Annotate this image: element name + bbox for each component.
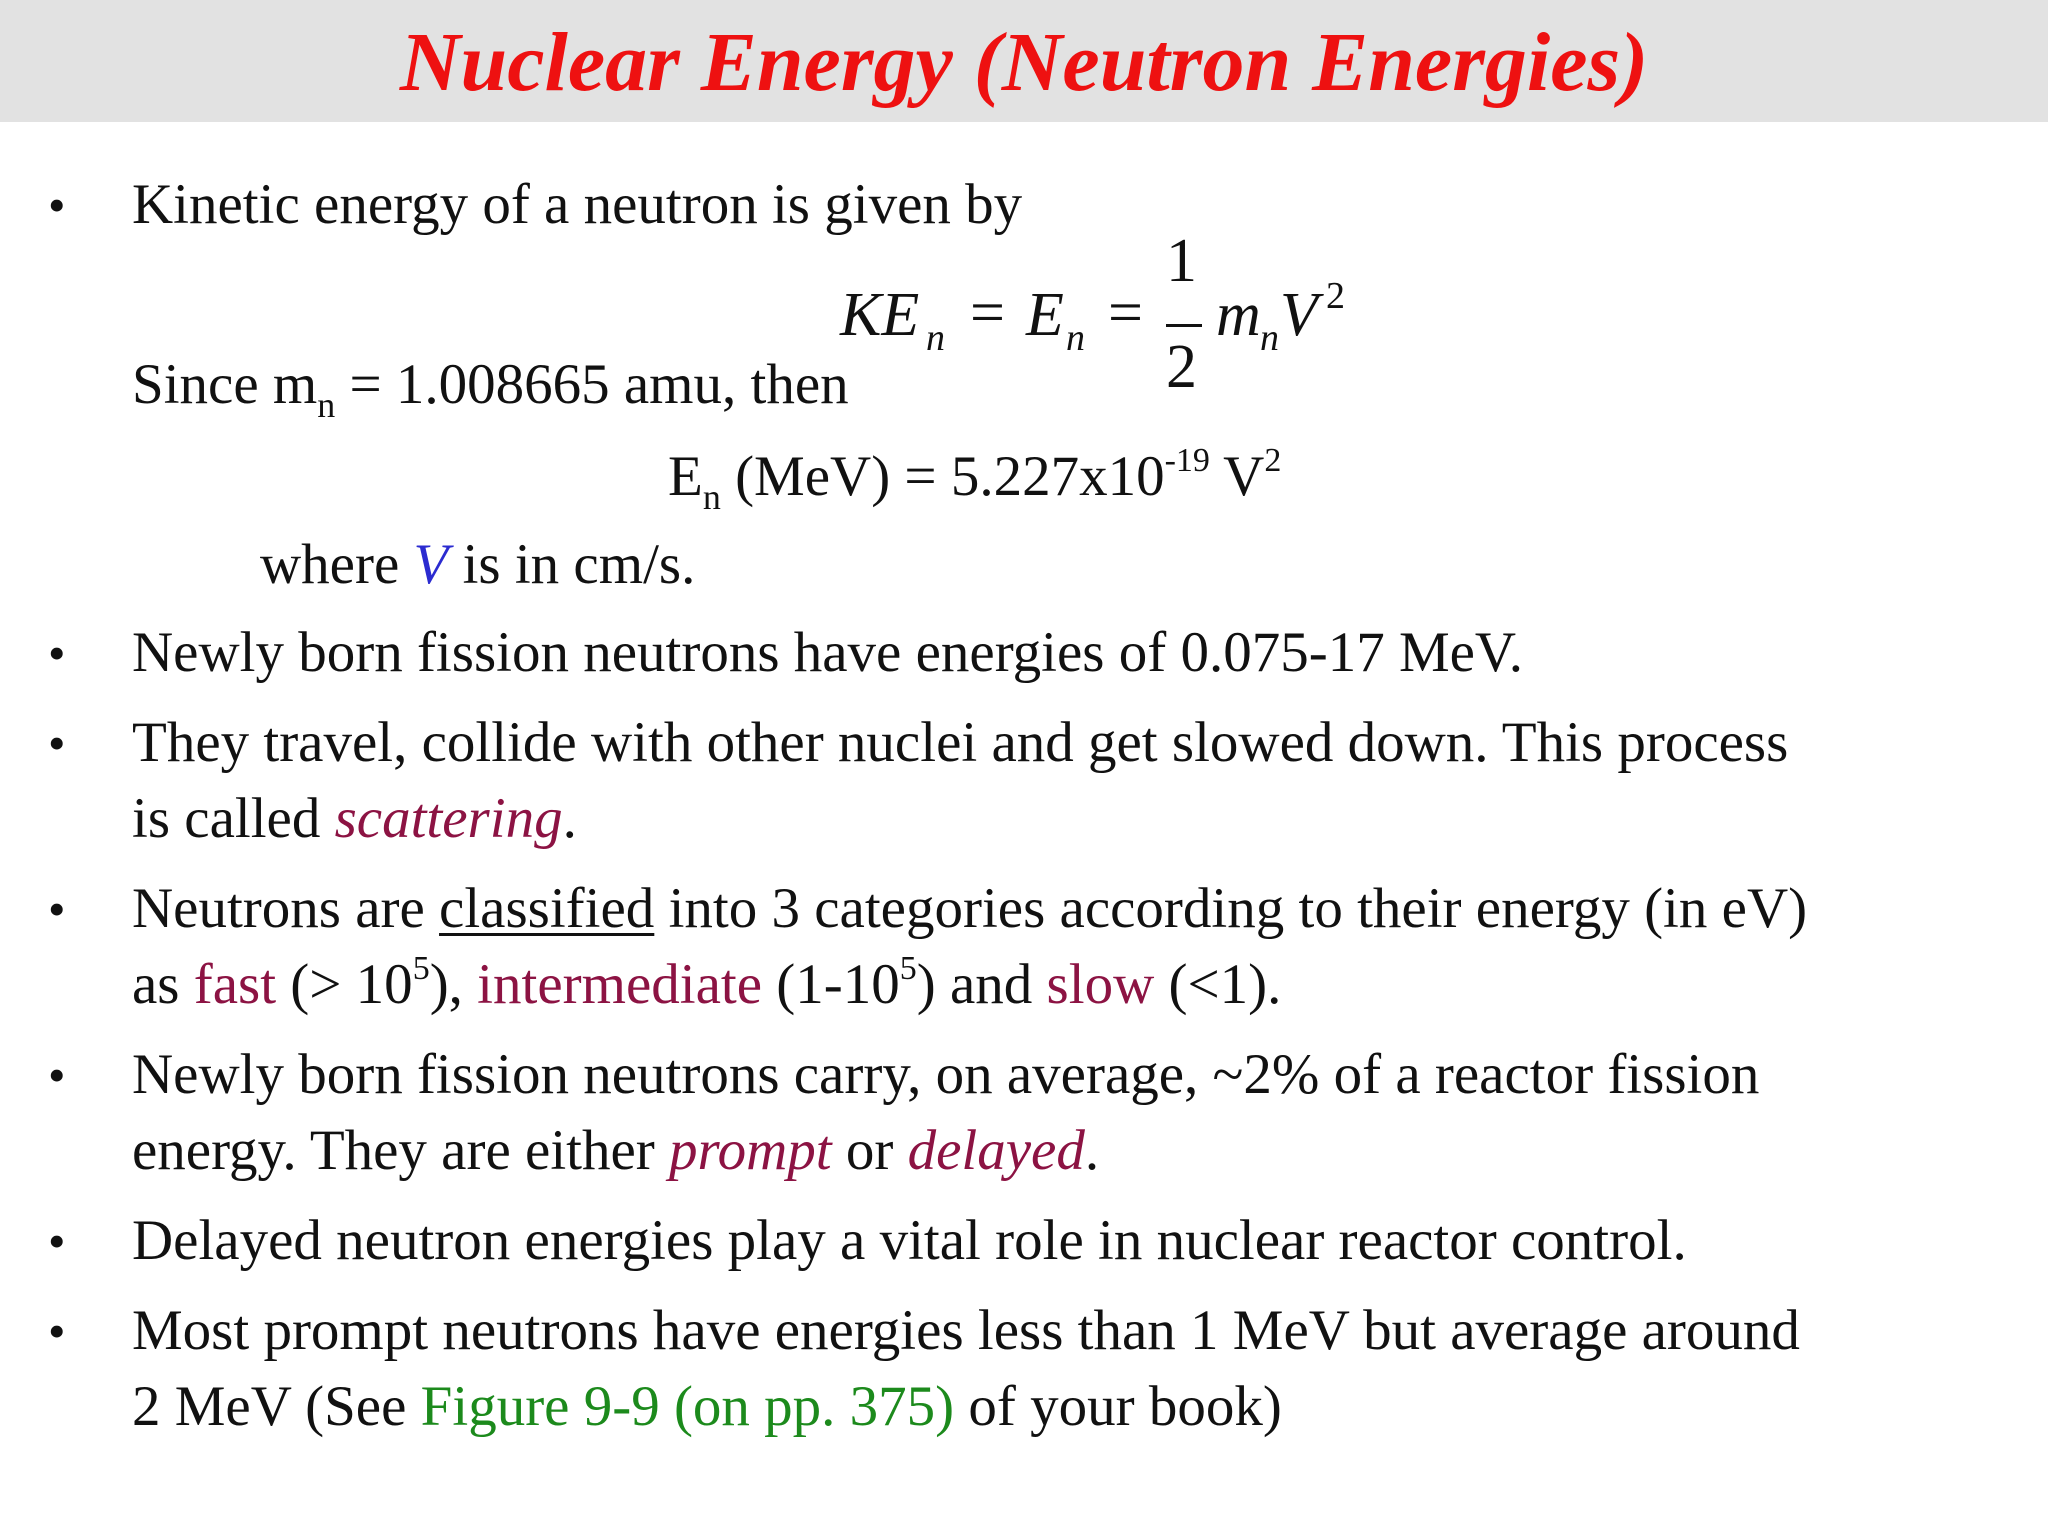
en-sub: n [702, 477, 721, 517]
term-scattering: scattering [334, 787, 563, 850]
b3-post: . [562, 787, 577, 850]
term-intermediate: intermediate [477, 953, 763, 1016]
kinetic-energy-formula [840, 227, 1360, 408]
where-pre: where [260, 533, 414, 596]
en-v: V [1209, 445, 1265, 508]
bullet-5-line-2 [132, 1118, 1099, 1184]
figure-reference: Figure 9-9 (on pp. 375) [420, 1375, 955, 1438]
bullet-2-marker: • [48, 625, 66, 681]
bullet-7-line-2 [132, 1374, 1282, 1440]
int-exp: 5 [899, 950, 917, 987]
since-line [132, 352, 849, 425]
bullet-3-marker: • [48, 715, 66, 771]
formula-sub-2: n [1066, 317, 1085, 359]
where-post: is in cm/s. [448, 533, 696, 596]
since-sub: n [317, 385, 336, 425]
term-delayed: delayed [907, 1119, 1085, 1182]
bullet-7-marker: • [48, 1303, 66, 1359]
en-exp: -19 [1164, 442, 1210, 479]
bullet-1-marker: • [48, 177, 66, 233]
formula-m: m [1216, 281, 1261, 349]
bullet-2-text: Newly born fission neutrons have energies of 0.075-17 MeV. [132, 621, 1523, 684]
formula-sub-3: n [1260, 317, 1279, 359]
formula-numerator: 1 [1166, 227, 1197, 295]
bullet-6-text: Delayed neutron energies play a vital role in nuclear reactor control. [132, 1209, 1687, 1272]
b7-post: of your book) [954, 1375, 1282, 1438]
int-val: (1-10 [762, 953, 900, 1016]
term-classified: classified [439, 877, 655, 940]
int-val-end: ) and [916, 953, 1047, 1016]
slide-title: Nuclear Energy (Neutron Energies) [399, 16, 1649, 109]
slow-val: (<1). [1154, 953, 1282, 1016]
b4-as: as [132, 953, 194, 1016]
en-e: E [668, 445, 703, 508]
formula-equals-1: = [970, 279, 1005, 347]
b5-pre: energy. They are either [132, 1119, 670, 1182]
formula-equals-2: = [1108, 279, 1143, 347]
b4-pre: Neutrons are [132, 877, 440, 940]
bullet-5-marker: • [48, 1047, 66, 1103]
formula-ke: KE [840, 281, 920, 349]
bullet-6-marker: • [48, 1213, 66, 1269]
b7-pre: 2 MeV (See [132, 1375, 421, 1438]
where-line [260, 532, 695, 598]
fraction-bar [1166, 324, 1202, 327]
b5-end: . [1084, 1119, 1100, 1182]
formula-denominator: 2 [1166, 333, 1197, 401]
b3-pre: is called [132, 787, 335, 850]
b5-or: or [831, 1119, 908, 1182]
en-mid: (MeV) = 5.227x10 [720, 445, 1165, 508]
formula-exponent: 2 [1326, 275, 1345, 317]
bullet-7-line-1: Most prompt neutrons have energies less than 1 MeV but average around [132, 1299, 1800, 1362]
formula-e: E [1026, 281, 1064, 349]
since-pre: Since m [132, 353, 318, 416]
term-fast: fast [193, 953, 277, 1016]
en-v-exp: 2 [1264, 442, 1282, 479]
term-prompt: prompt [669, 1119, 832, 1182]
bullet-4-line-1 [132, 876, 1807, 942]
energy-mev-formula [668, 442, 1282, 517]
term-slow: slow [1046, 953, 1155, 1016]
bullet-1-text: Kinetic energy of a neutron is given by [132, 173, 1023, 236]
bullet-4-marker: • [48, 881, 66, 937]
formula-v: V [1280, 281, 1318, 349]
where-v: V [413, 533, 449, 596]
b4-post: into 3 categories according to their energy (in eV) [654, 877, 1808, 940]
formula-sub-1: n [926, 317, 945, 359]
fast-val: (> 10 [276, 953, 413, 1016]
fast-val-end: ), [429, 953, 478, 1016]
fast-exp: 5 [412, 950, 430, 987]
bullet-3-line-2 [132, 786, 577, 852]
bullet-5-line-1: Newly born fission neutrons carry, on average, ~2% of a reactor fission [132, 1043, 1760, 1106]
bullet-3-line-1: They travel, collide with other nuclei and get slowed down. This process [132, 711, 1789, 774]
since-post: = 1.008665 amu, then [335, 353, 849, 416]
bullet-4-line-2 [132, 952, 1281, 1018]
